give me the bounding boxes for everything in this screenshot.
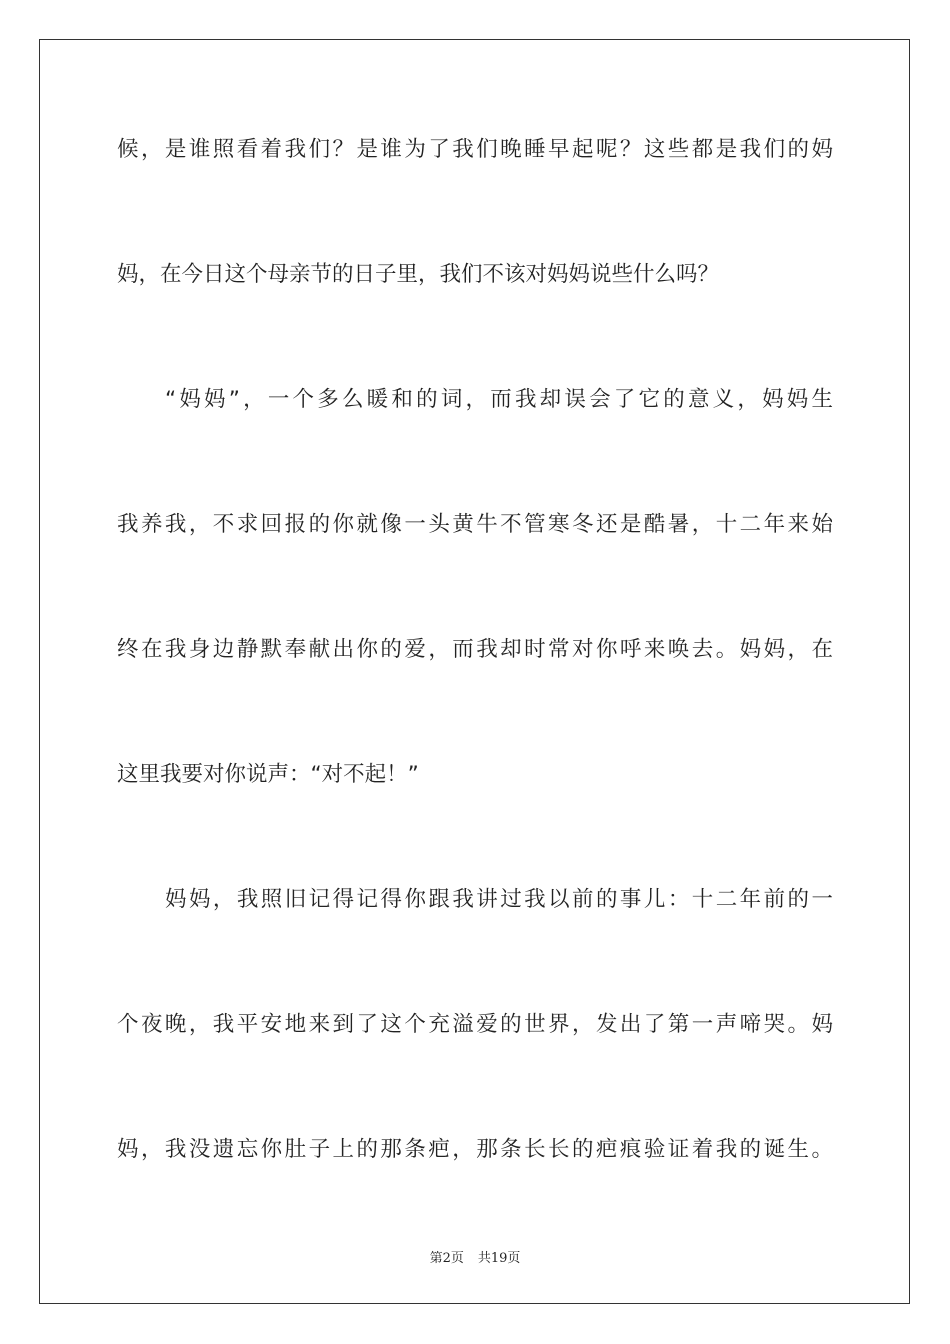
page-frame	[39, 39, 910, 1304]
text-line-4: 我养我，不求回报的你就像一头黄牛不管寒冬还是酷暑，十二年来始	[117, 512, 833, 537]
text-line-6: 这里我要对你说声：“对不起！”	[117, 762, 419, 787]
text-line-3: “妈妈”，一个多么暖和的词，而我却误会了它的意义，妈妈生	[165, 387, 833, 412]
page-footer	[0, 1247, 950, 1266]
text-line-2: 妈，在今日这个母亲节的日子里，我们不该对妈妈说些什么吗？	[117, 262, 720, 287]
page-total: 共19页	[477, 1251, 521, 1266]
text-line-8: 个夜晚，我平安地来到了这个充溢爱的世界，发出了第一声啼哭。妈	[117, 1012, 833, 1037]
text-line-5: 终在我身边静默奉献出你的爱，而我却时常对你呼来唤去。妈妈，在	[117, 637, 833, 662]
page-number: 第2页	[429, 1251, 464, 1266]
text-line-7: 妈妈，我照旧记得记得你跟我讲过我以前的事儿：十二年前的一	[165, 887, 833, 912]
text-line-9: 妈，我没遗忘你肚子上的那条疤，那条长长的疤痕验证着我的诞生。	[117, 1137, 833, 1162]
text-line-1: 候，是谁照看着我们？是谁为了我们晚睡早起呢？这些都是我们的妈	[117, 137, 833, 162]
